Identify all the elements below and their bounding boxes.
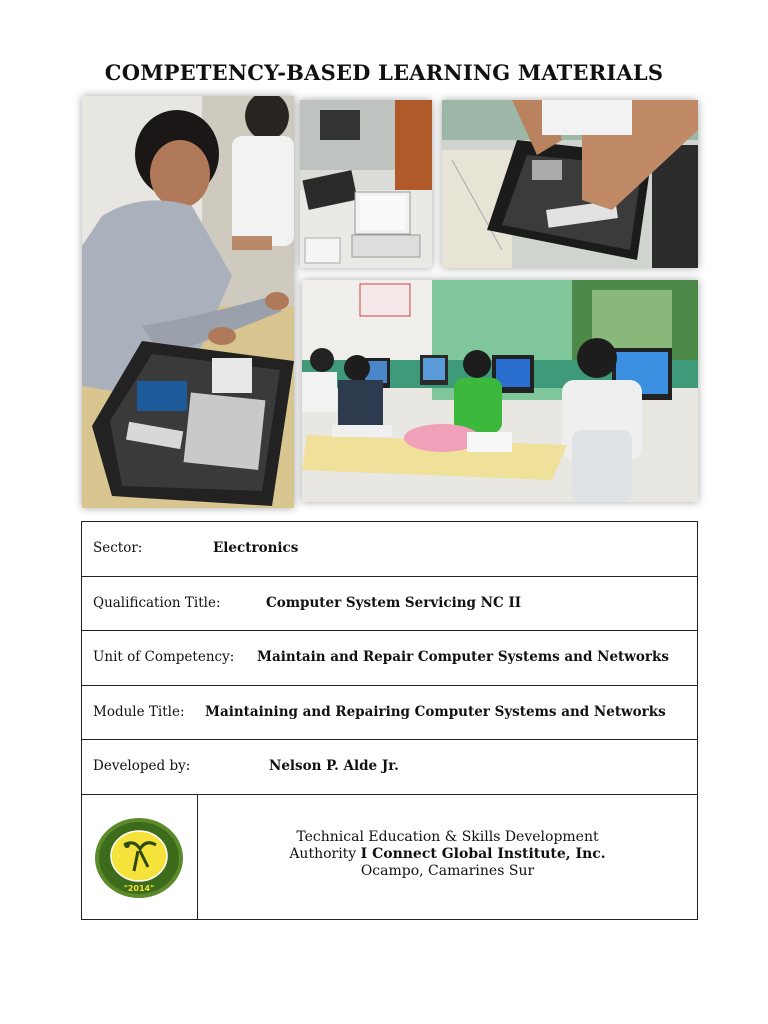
sector-label: Sector: xyxy=(93,540,143,556)
photo-student-repairing-pc xyxy=(82,96,294,508)
unit-label: Unit of Competency: xyxy=(93,649,235,665)
module-row xyxy=(82,686,697,741)
developer-row xyxy=(82,740,697,795)
module-value: Maintaining and Repairing Computer Systems and Networks xyxy=(205,703,666,720)
unit-row xyxy=(82,631,697,686)
institution-name: I Connect Global Institute, Inc. xyxy=(360,845,606,862)
logo-year: "2014" xyxy=(123,883,155,893)
institution-row xyxy=(82,795,697,919)
info-table xyxy=(81,521,698,920)
sector-row xyxy=(82,522,697,577)
module-label: Module Title: xyxy=(93,703,185,720)
qualification-value: Computer System Servicing NC II xyxy=(266,594,522,611)
qualification-row xyxy=(82,577,697,632)
developer-label: Developed by: xyxy=(93,758,191,774)
institution-text xyxy=(198,829,697,880)
institution-location: Ocampo, Camarines Sur xyxy=(360,862,535,879)
developer-value: Nelson P. Alde Jr. xyxy=(269,758,399,774)
unit-value: Maintain and Repair Computer Systems and Networks xyxy=(257,649,669,665)
page-title: COMPETENCY-BASED LEARNING MATERIALS xyxy=(104,60,664,85)
qualification-label: Qualification Title: xyxy=(93,594,221,611)
institution-line1: Technical Education & Skills Development xyxy=(296,828,599,845)
sector-value: Electronics xyxy=(213,540,299,556)
logo-cell xyxy=(82,795,198,919)
photo-computer-lab-laptop xyxy=(300,100,432,268)
photo-hands-inside-pc xyxy=(442,100,698,268)
photo-students-computer-lab xyxy=(302,280,698,502)
institute-logo xyxy=(94,815,184,901)
institution-line2: Authority I Connect Global Institute, Inc. xyxy=(289,845,606,862)
